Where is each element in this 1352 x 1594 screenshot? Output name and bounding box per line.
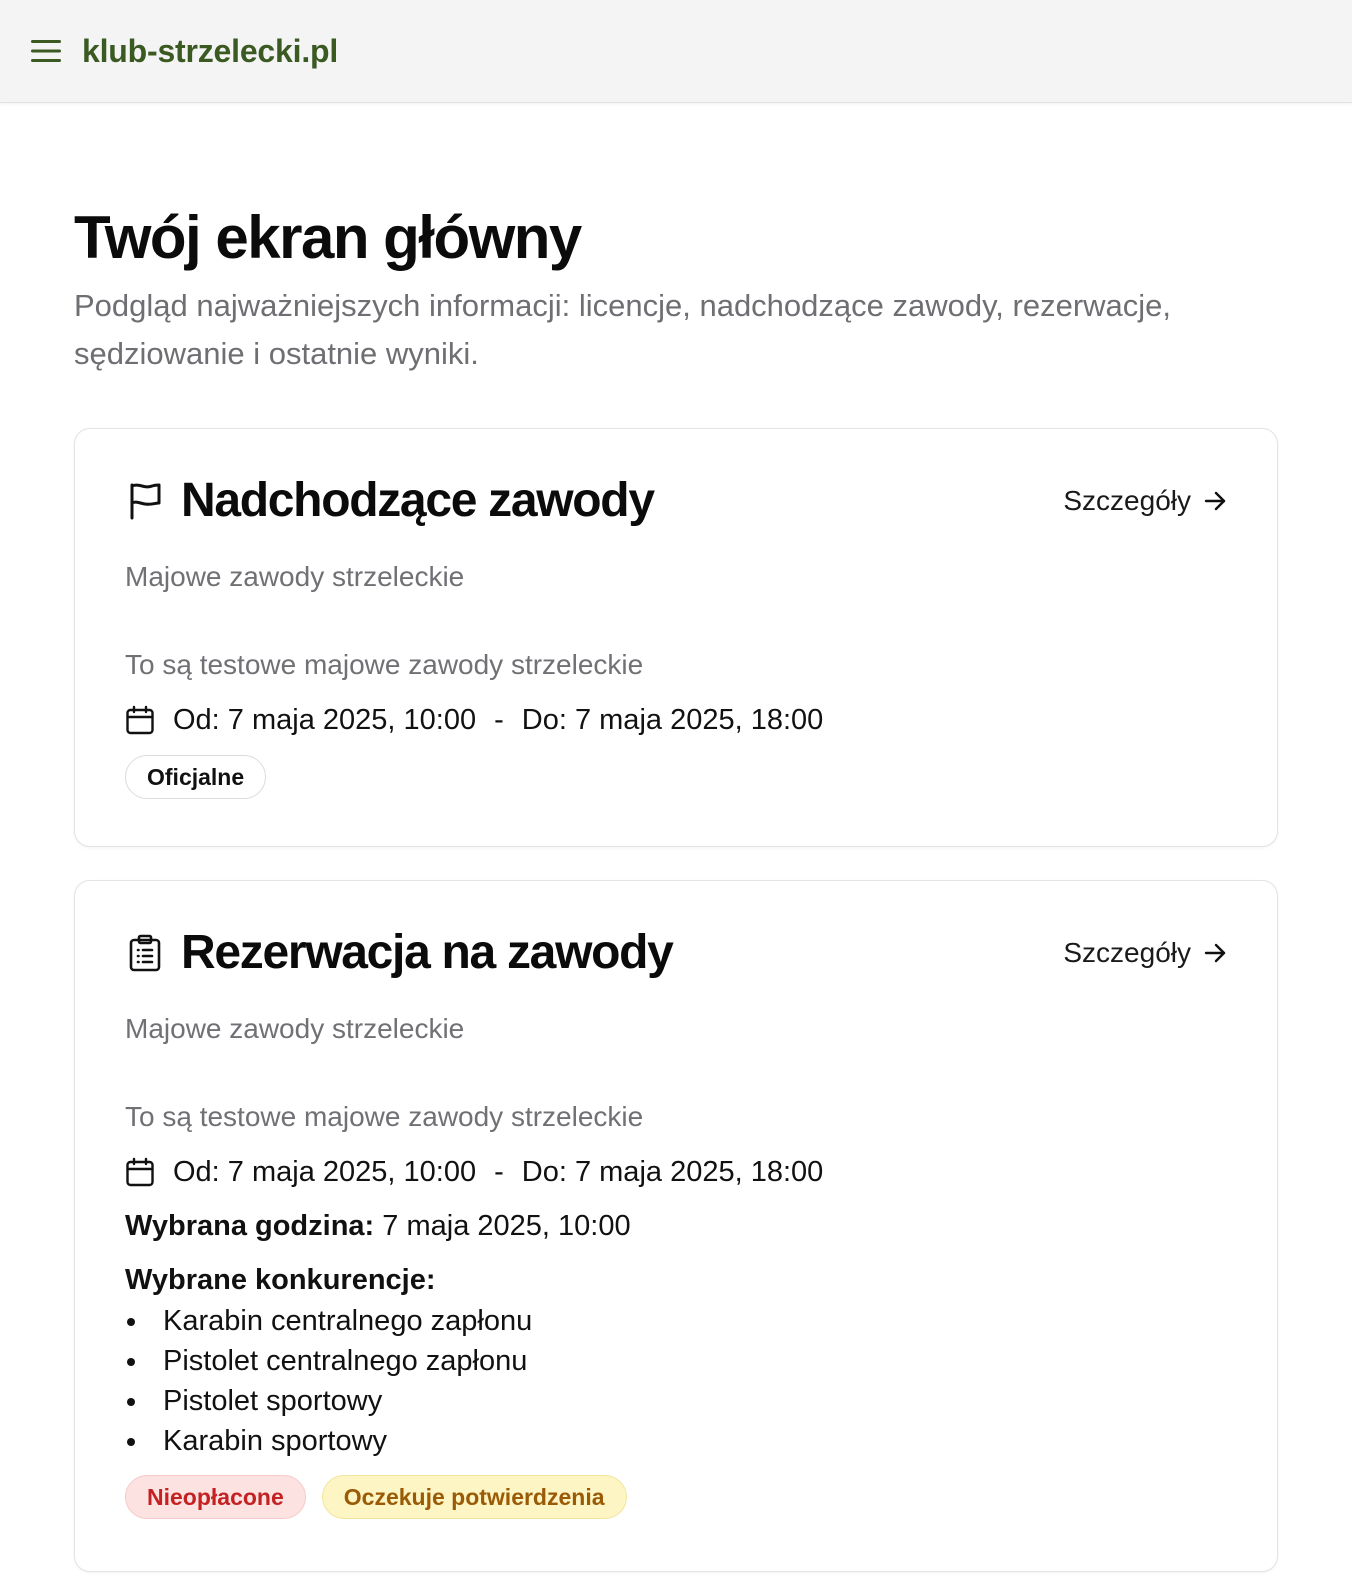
- date-separator: -: [494, 704, 504, 736]
- calendar-icon: [125, 1157, 155, 1187]
- flag-icon: [125, 481, 165, 521]
- page-header: [74, 200, 1278, 378]
- details-label: Szczegóły: [1063, 484, 1191, 516]
- date-from: Od: 7 maja 2025, 10:00: [173, 1156, 477, 1188]
- official-badge: Oficjalne: [125, 755, 266, 799]
- card-body: [125, 1009, 1227, 1519]
- event-description: To są testowe majowe zawody strzeleckie: [125, 649, 644, 680]
- clipboard-list-icon: [125, 933, 165, 973]
- chosen-hour-label: Wybrana godzina:: [125, 1210, 375, 1242]
- page-subtitle: Podgląd najważniejszych informacji: licencje, nadchodzące zawody, rezerwacje, sędziowanie i ostatnie wyniki.: [74, 288, 1172, 371]
- list-item: Karabin sportowy: [125, 1421, 1227, 1461]
- card-header: [125, 473, 1227, 528]
- details-link[interactable]: [1063, 485, 1227, 517]
- list-item: Pistolet sportowy: [125, 1381, 1227, 1421]
- date-to: Do: 7 maja 2025, 18:00: [521, 1156, 824, 1188]
- card-header: [125, 925, 1227, 980]
- arrow-right-icon: [1203, 941, 1227, 965]
- brand-logo-link[interactable]: klub-strzelecki.pl: [82, 32, 339, 69]
- top-bar: [0, 0, 1352, 103]
- unpaid-badge: Nieopłacone: [125, 1475, 306, 1519]
- list-item: Pistolet centralnego zapłonu: [125, 1341, 1227, 1381]
- hamburger-menu-icon[interactable]: [30, 35, 62, 67]
- badges: [125, 755, 1227, 799]
- chosen-hour-value: 7 maja 2025, 10:00: [382, 1210, 631, 1242]
- card-title: Nadchodzące zawody: [181, 474, 654, 527]
- reservation-card: [74, 880, 1278, 1572]
- upcoming-competitions-card: [74, 428, 1278, 847]
- list-item: Karabin centralnego zapłonu: [125, 1301, 1227, 1341]
- card-body: [125, 557, 1227, 799]
- chosen-hour: [125, 1205, 1227, 1247]
- date-separator: -: [494, 1156, 504, 1188]
- badges: [125, 1475, 1227, 1519]
- competitions-list: [125, 1301, 1227, 1461]
- pending-confirmation-badge: Oczekuje potwierdzenia: [322, 1475, 627, 1519]
- page-title: Twój ekran główny: [74, 204, 581, 271]
- calendar-icon: [125, 705, 155, 735]
- competitions-label: Wybrane konkurencje:: [125, 1264, 436, 1296]
- date-from: Od: 7 maja 2025, 10:00: [173, 704, 477, 736]
- event-name: Majowe zawody strzeleckie: [125, 1013, 465, 1044]
- date-range: [125, 699, 1227, 741]
- event-name: Majowe zawody strzeleckie: [125, 561, 465, 592]
- arrow-right-icon: [1203, 489, 1227, 513]
- date-range: [125, 1151, 1227, 1193]
- card-title: Rezerwacja na zawody: [181, 926, 673, 979]
- details-link[interactable]: [1063, 937, 1227, 969]
- date-to: Do: 7 maja 2025, 18:00: [521, 704, 824, 736]
- event-description: To są testowe majowe zawody strzeleckie: [125, 1101, 644, 1132]
- details-label: Szczegóły: [1063, 936, 1191, 968]
